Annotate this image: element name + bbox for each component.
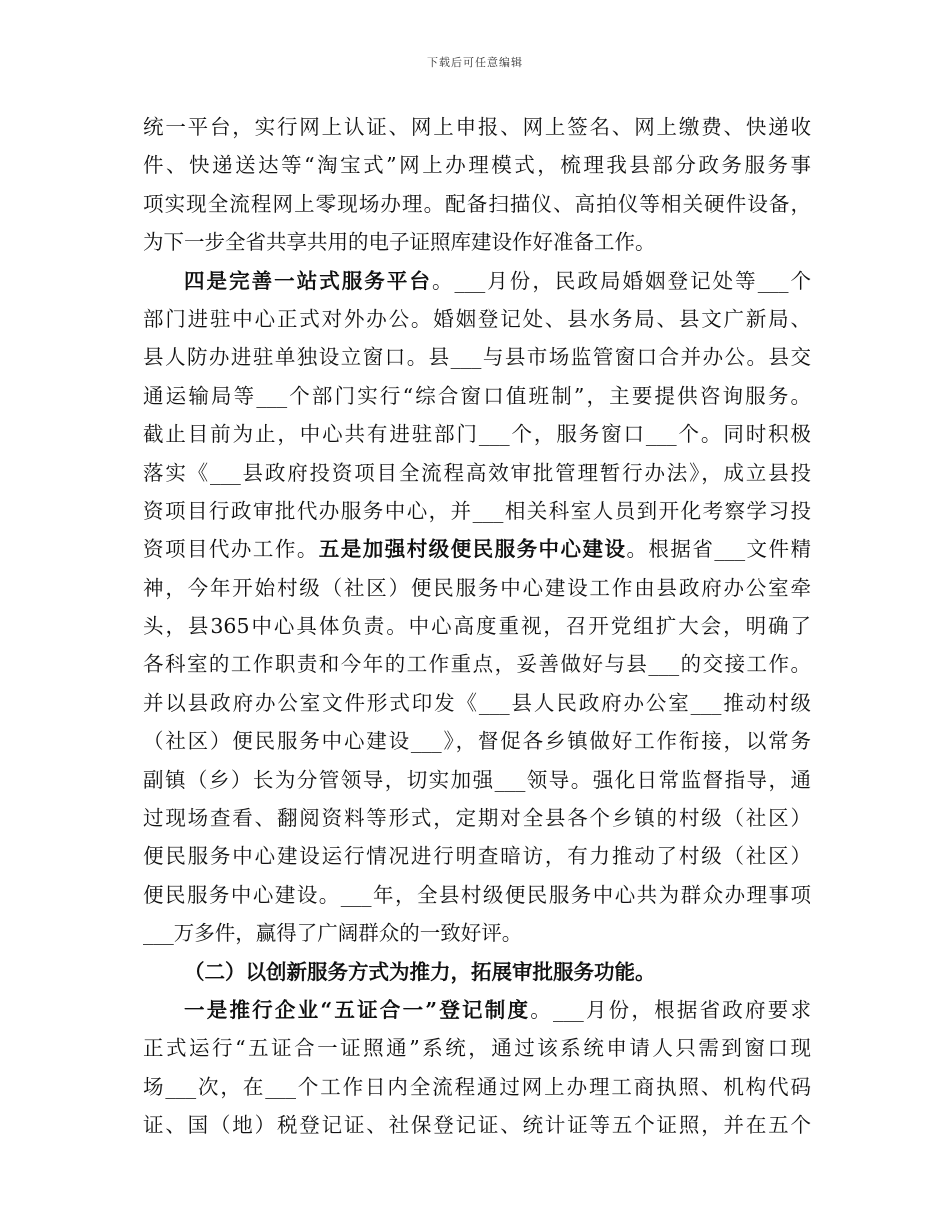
text-line: （社区）便民服务中心建设___》，督促各乡镇做好工作衔接，以常务 [143, 729, 811, 754]
text-line: 过现场查看、翻阅资料等形式，定期对全县各个乡镇的村级（社区） [143, 806, 811, 831]
section-heading: 五是加强村级便民服务中心建设 [318, 537, 627, 562]
text-line: 县人防办进驻单独设立窗口。县___与县市场监管窗口合并办公。县交 [143, 345, 811, 370]
text-line: 资项目行政审批代办服务中心，并___相关科室人员到开化考察学习投 [143, 498, 811, 523]
text-line: 便民服务中心建设运行情况进行明查暗访，有力推动了村级（社区） [143, 844, 811, 869]
text-line: 并以县政府办公室文件形式印发《___县人民政府办公室___推动村级 [143, 690, 811, 715]
text-line: 神，今年开始村级（社区）便民服务中心建设工作由县政府办公室牵 [143, 575, 811, 600]
subsection-heading: （二）以创新服务方式为推力，拓展审批服务功能。 [184, 959, 656, 984]
text-line: 落实《___县政府投资项目全流程高效审批管理暂行办法》，成立县投 [143, 460, 811, 485]
text-line: 证、国（地）税登记证、社保登记证、统计证等五个证照，并在五个 [143, 1113, 811, 1138]
text-line: 件、快递送达等“淘宝式”网上办理模式，梳理我县部分政务服务事 [143, 153, 811, 178]
text-line: 头，县365中心具体负责。中心高度重视，召开党组扩大会，明确了 [143, 614, 811, 639]
text-line: 便民服务中心建设。___年，全县村级便民服务中心共为群众办理事项 [143, 882, 811, 907]
text-line: 部门进驻中心正式对外办公。婚姻登记处、县水务局、县文广新局、 [143, 306, 811, 331]
text-line: 截止目前为止，中心共有进驻部门___个，服务窗口___个。同时积极 [143, 422, 811, 447]
text-line: 正式运行“五证合一证照通”系统，通过该系统申请人只需到窗口现 [143, 1036, 811, 1061]
text-line: 各科室的工作职责和今年的工作重点，妥善做好与县___的交接工作。 [143, 652, 811, 677]
text-line: 副镇（乡）长为分管领导，切实加强___领导。强化日常监督指导，通 [143, 767, 811, 792]
text-line: 四是完善一站式服务平台。___月份，民政局婚姻登记处等___个 [184, 268, 812, 293]
body-text [143, 108, 811, 1145]
text-line: 统一平台，实行网上认证、网上申报、网上签名、网上缴费、快递收 [143, 115, 811, 139]
text-line: 一是推行企业“五证合一”登记制度。___月份，根据省政府要求 [184, 997, 811, 1022]
text-line: 场___次，在___个工作日内全流程通过网上办理工商执照、机构代码 [143, 1074, 811, 1099]
text-line: ___万多件，赢得了广阔群众的一致好评。 [143, 921, 523, 946]
text-line: 项实现全流程网上零现场办理。配备扫描仪、高拍仪等相关硬件设备， [143, 191, 811, 216]
page-header: 下载后可任意编辑 [427, 56, 523, 69]
text-line: 为下一步全省共享共用的电子证照库建设作好准备工作。 [143, 230, 656, 255]
subsection-heading-line [143, 953, 811, 991]
text-line: 通运输局等___个部门实行“综合窗口值班制”，主要提供咨询服务。 [143, 383, 811, 408]
section-heading: 四是完善一站式服务平台 [184, 268, 432, 293]
text-line: 资项目代办工作。五是加强村级便民服务中心建设。根据省___文件精 [143, 537, 812, 562]
section-heading: 一是推行企业“五证合一”登记制度 [184, 997, 531, 1022]
